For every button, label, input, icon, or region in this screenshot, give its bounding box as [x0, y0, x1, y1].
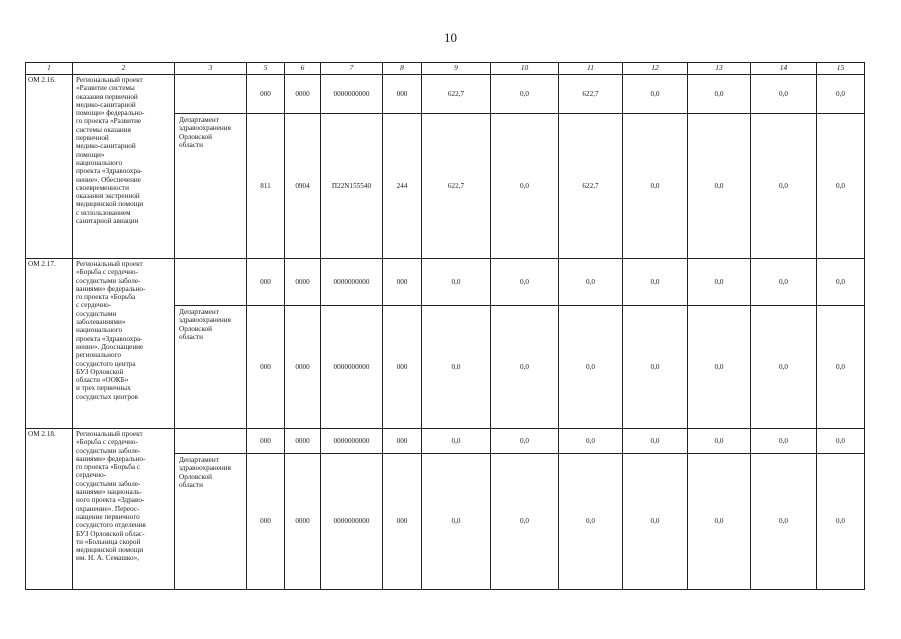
header-cell: 10: [491, 63, 559, 75]
value-cell: 000: [247, 306, 285, 429]
table-row: [26, 75, 865, 114]
value-cell: 000: [247, 259, 285, 306]
value-cell: 0,0: [559, 259, 623, 306]
value-cell: 0,0: [491, 114, 559, 259]
header-cell: 7: [321, 63, 383, 75]
header-cell: 12: [623, 63, 688, 75]
value-cell: 0,0: [422, 306, 491, 429]
value-cell: 0,0: [751, 259, 817, 306]
table-row: [26, 429, 865, 454]
value-cell: 000: [383, 429, 422, 454]
value-cell: 0,0: [559, 429, 623, 454]
value-cell: 0,0: [817, 114, 865, 259]
value-cell: 0,0: [688, 259, 751, 306]
header-row: [26, 63, 865, 75]
value-cell: 000: [383, 75, 422, 114]
value-cell: 0,0: [688, 75, 751, 114]
header-cell: 14: [751, 63, 817, 75]
value-cell: 0,0: [422, 454, 491, 590]
value-cell: 0,0: [623, 114, 688, 259]
value-cell: 0,0: [817, 429, 865, 454]
item-code: ОМ 2.18.: [26, 429, 73, 590]
value-cell: 0,0: [623, 454, 688, 590]
value-cell: П22N155540: [321, 114, 383, 259]
value-cell: 0,0: [688, 306, 751, 429]
value-cell: 622,7: [559, 114, 623, 259]
value-cell: 622,7: [422, 114, 491, 259]
value-cell: 0,0: [491, 306, 559, 429]
header-cell: 11: [559, 63, 623, 75]
header-cell: 6: [285, 63, 321, 75]
item-description: [73, 429, 175, 590]
value-cell: 0,0: [817, 306, 865, 429]
value-cell: 0,0: [751, 454, 817, 590]
value-cell: 0,0: [751, 114, 817, 259]
header-cell: 2: [73, 63, 175, 75]
value-cell: 0000000000: [321, 454, 383, 590]
description-text: Региональный проект «Развитие системы оказания первичной медико-санитарной помощи» федерально- го проекта «Развитие системы оказания первичной медико-санитарной помощи» национального проекта «Здравоохра- нение». Обеспечение своевременности оказания экстренной медицинской помощи с использованием санитарной авиации: [76, 76, 145, 226]
dept-cell: Департамент здравоохранения Орловской области: [175, 114, 247, 259]
value-cell: 000: [247, 429, 285, 454]
value-cell: 244: [383, 114, 422, 259]
value-cell: 0904: [285, 114, 321, 259]
value-cell: 0000000000: [321, 306, 383, 429]
header-cell: 5: [247, 63, 285, 75]
value-cell: 0,0: [751, 306, 817, 429]
value-cell: 0,0: [491, 75, 559, 114]
value-cell: 0000000000: [321, 259, 383, 306]
description-text: Региональный проект «Борьба с сердечно- сосудистыми заболе- ваниями» федерально- го проекта «Борьба с сердечно- сосудистыми заболе- ваниями» националь- ного проекта «Здраво- охранение». Переос- нащение первичного сосудистого отделения БУЗ Орловской облас- ти «Больница скорой медицинской помощи им. Н. А. Семашко»,: [76, 430, 146, 563]
value-cell: 0000: [285, 454, 321, 590]
value-cell: 0,0: [623, 75, 688, 114]
value-cell: 0,0: [422, 259, 491, 306]
value-cell: 0,0: [751, 429, 817, 454]
value-cell: 622,7: [422, 75, 491, 114]
value-cell: 0000: [285, 306, 321, 429]
item-description: [73, 75, 175, 259]
value-cell: 0,0: [688, 454, 751, 590]
value-cell: 0,0: [559, 306, 623, 429]
description-text: Региональный проект «Борьба с сердечно- сосудистыми заболе- ваниями» федерально- го проекта «Борьба с сердечно- сосудистыми заболеваниями» национального проекта «Здравоохра- нение». Дооснащение регионального сосудистого центра БУЗ Орловской области «ООКБ» и трех первичных сосудистых центров: [76, 260, 146, 401]
value-cell: 0,0: [491, 429, 559, 454]
value-cell: 0,0: [491, 454, 559, 590]
table-row: [26, 259, 865, 306]
value-cell: 0,0: [623, 429, 688, 454]
value-cell: 0,0: [751, 75, 817, 114]
header-cell: 13: [688, 63, 751, 75]
value-cell: 000: [247, 454, 285, 590]
value-cell: 0000: [285, 259, 321, 306]
dept-cell: [175, 259, 247, 306]
value-cell: 0,0: [422, 429, 491, 454]
dept-cell: [175, 429, 247, 454]
dept-cell: [175, 75, 247, 114]
value-cell: 000: [383, 454, 422, 590]
dept-cell: Департамент здравоохранения Орловской области: [175, 454, 247, 590]
value-cell: 0,0: [623, 259, 688, 306]
value-cell: 811: [247, 114, 285, 259]
value-cell: 0,0: [623, 306, 688, 429]
value-cell: 0000000000: [321, 75, 383, 114]
budget-table: [25, 62, 865, 590]
header-cell: 9: [422, 63, 491, 75]
value-cell: 0,0: [688, 429, 751, 454]
header-cell: 8: [383, 63, 422, 75]
item-description: [73, 259, 175, 429]
value-cell: 0,0: [817, 454, 865, 590]
value-cell: 0,0: [817, 259, 865, 306]
value-cell: 0,0: [491, 259, 559, 306]
value-cell: 000: [247, 75, 285, 114]
value-cell: 0000: [285, 429, 321, 454]
item-code: ОМ 2.16.: [26, 75, 73, 259]
value-cell: 0,0: [559, 454, 623, 590]
page-number: 10: [444, 30, 457, 45]
value-cell: 0000000000: [321, 429, 383, 454]
value-cell: 0000: [285, 75, 321, 114]
header-cell: 15: [817, 63, 865, 75]
header-cell: 1: [26, 63, 73, 75]
item-code: ОМ 2.17.: [26, 259, 73, 429]
value-cell: 000: [383, 306, 422, 429]
value-cell: 000: [383, 259, 422, 306]
header-cell: 3: [175, 63, 247, 75]
dept-cell: Департамент здравоохранения Орловской области: [175, 306, 247, 429]
value-cell: 0,0: [817, 75, 865, 114]
value-cell: 0,0: [688, 114, 751, 259]
value-cell: 622,7: [559, 75, 623, 114]
